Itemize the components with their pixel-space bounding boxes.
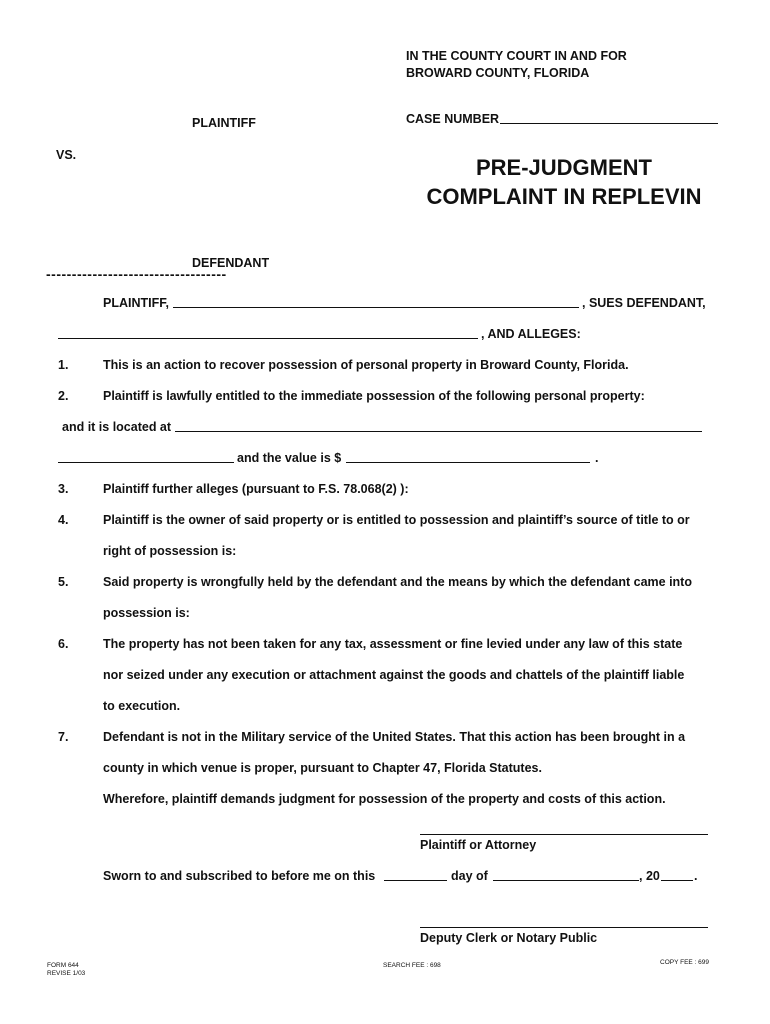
allegation-7-text-a: Defendant is not in the Military service of the United States. That this action has been brought in a bbox=[103, 730, 686, 744]
title-line-2: COMPLAINT IN REPLEVIN bbox=[426, 184, 702, 209]
wherefore-clause: Wherefore, plaintiff demands judgment for possession of the property and costs of this action. bbox=[103, 792, 666, 806]
property-line[interactable] bbox=[58, 462, 234, 463]
allegation-3-text: Plaintiff further alleges (pursuant to F.S. 78.068(2) ): bbox=[103, 482, 409, 496]
and-alleges: , AND ALLEGES: bbox=[481, 327, 581, 341]
plaintiff-name-line[interactable] bbox=[173, 307, 579, 308]
allegation-6-text-c: to execution. bbox=[103, 699, 181, 713]
form-revision: REVISE 1/03 bbox=[47, 970, 86, 977]
allegation-6-number: 6. bbox=[58, 637, 69, 651]
court-line-2: BROWARD COUNTY, FLORIDA bbox=[406, 66, 590, 80]
case-number-label: CASE NUMBER bbox=[406, 112, 500, 126]
year-line[interactable] bbox=[661, 880, 693, 881]
value-label: and the value is $ bbox=[237, 451, 342, 465]
value-period: . bbox=[595, 451, 599, 465]
value-line[interactable] bbox=[346, 462, 590, 463]
allegation-4-text-b: right of possession is: bbox=[103, 544, 237, 558]
allegation-6-text-a: The property has not been taken for any tax, assessment or fine levied under any law of this state bbox=[103, 637, 683, 651]
year-prefix: , 20 bbox=[639, 869, 660, 883]
allegation-4-number: 4. bbox=[58, 513, 69, 527]
title-line-1: PRE-JUDGMENT bbox=[475, 155, 652, 180]
sworn-prefix: Sworn to and subscribed to before me on this bbox=[103, 869, 376, 883]
defendant-name-line[interactable] bbox=[58, 338, 478, 339]
defendant-label: DEFENDANT bbox=[192, 256, 270, 270]
allegation-2-text: Plaintiff is lawfully entitled to the immediate possession of the following personal property: bbox=[103, 389, 645, 403]
case-number-line[interactable] bbox=[500, 123, 718, 124]
allegation-2-number: 2. bbox=[58, 389, 69, 403]
month-line[interactable] bbox=[493, 880, 639, 881]
deputy-clerk-signature-line[interactable] bbox=[420, 927, 708, 928]
sues-defendant: , SUES DEFENDANT, bbox=[582, 296, 706, 310]
allegation-1-text: This is an action to recover possession of personal property in Broward County, Florida. bbox=[103, 358, 629, 372]
plaintiff-signature-line[interactable] bbox=[420, 834, 708, 835]
search-fee: SEARCH FEE : 698 bbox=[383, 962, 441, 969]
copy-fee: COPY FEE : 699 bbox=[660, 959, 710, 966]
form-number: FORM 644 bbox=[47, 962, 79, 969]
allegation-3-number: 3. bbox=[58, 482, 69, 496]
allegation-1-number: 1. bbox=[58, 358, 69, 372]
court-line-1: IN THE COUNTY COURT IN AND FOR bbox=[406, 49, 627, 63]
vs-label: VS. bbox=[56, 148, 77, 162]
allegation-7-text-b: county in which venue is proper, pursuant to Chapter 47, Florida Statutes. bbox=[103, 761, 542, 775]
allegation-4-text-a: Plaintiff is the owner of said property or is entitled to possession and plaintiff’s source of title to or bbox=[103, 513, 690, 527]
party-separator: ----------------------------------- bbox=[46, 266, 227, 282]
allegation-5-number: 5. bbox=[58, 575, 69, 589]
location-line[interactable] bbox=[175, 431, 702, 432]
deputy-clerk-label: Deputy Clerk or Notary Public bbox=[420, 931, 598, 945]
plaintiff-label: PLAINTIFF bbox=[192, 116, 256, 130]
located-at-label: and it is located at bbox=[62, 420, 172, 434]
allegation-6-text-b: nor seized under any execution or attachment against the goods and chattels of the plaintiff liable bbox=[103, 668, 685, 682]
day-number-line[interactable] bbox=[384, 880, 447, 881]
allegation-5-text-a: Said property is wrongfully held by the defendant and the means by which the defendant came into bbox=[103, 575, 692, 589]
plaintiff-or-attorney-label: Plaintiff or Attorney bbox=[420, 838, 537, 852]
intro-plaintiff-prefix: PLAINTIFF, bbox=[103, 296, 169, 310]
allegation-5-text-b: possession is: bbox=[103, 606, 190, 620]
year-period: . bbox=[694, 869, 698, 883]
day-of-label: day of bbox=[451, 869, 488, 883]
allegation-7-number: 7. bbox=[58, 730, 69, 744]
